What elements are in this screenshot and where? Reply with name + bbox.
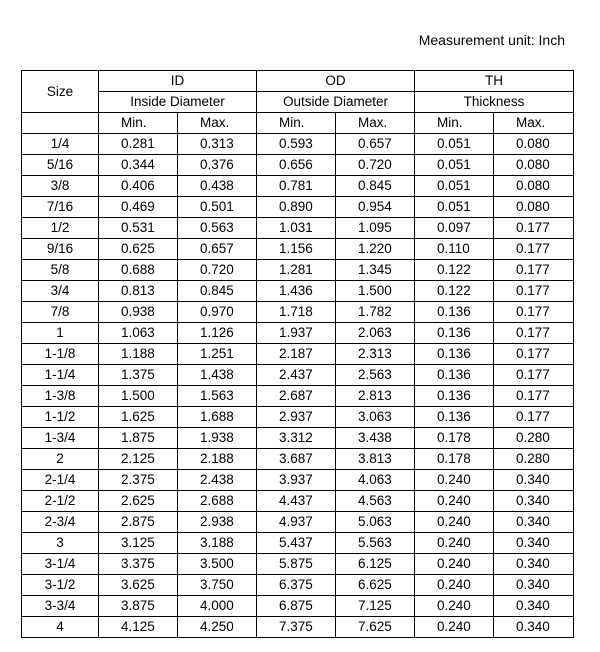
th-max-cell: 0.177 bbox=[494, 260, 574, 281]
id-min-cell: 0.813 bbox=[99, 281, 178, 302]
th-min-cell: 0.240 bbox=[415, 491, 494, 512]
od-max-cell: 0.954 bbox=[336, 197, 415, 218]
th-max-cell: 0.340 bbox=[494, 575, 574, 596]
od-min-cell: 2.437 bbox=[257, 365, 336, 386]
id-min-cell: 2.375 bbox=[99, 470, 178, 491]
id-min-header: Min. bbox=[99, 113, 178, 134]
id-min-cell: 4.125 bbox=[99, 617, 178, 638]
od-max-cell: 1.095 bbox=[336, 218, 415, 239]
th-max-cell: 0.177 bbox=[494, 281, 574, 302]
od-max-cell: 1.220 bbox=[336, 239, 415, 260]
id-min-cell: 0.406 bbox=[99, 176, 178, 197]
measurement-unit-note: Measurement unit: Inch bbox=[418, 32, 565, 48]
size-cell: 4 bbox=[22, 617, 99, 638]
od-max-cell: 2.063 bbox=[336, 323, 415, 344]
id-max-cell: 0.657 bbox=[178, 239, 257, 260]
id-min-cell: 3.375 bbox=[99, 554, 178, 575]
id-min-cell: 1.375 bbox=[99, 365, 178, 386]
th-min-cell: 0.136 bbox=[415, 344, 494, 365]
table-row bbox=[22, 155, 574, 176]
min-max-header-row bbox=[22, 113, 574, 134]
table-row bbox=[22, 134, 574, 155]
id-max-cell: 4.000 bbox=[178, 596, 257, 617]
th-max-cell: 0.280 bbox=[494, 449, 574, 470]
table-row bbox=[22, 176, 574, 197]
od-max-cell: 4.563 bbox=[336, 491, 415, 512]
od-max-cell: 2.813 bbox=[336, 386, 415, 407]
th-min-cell: 0.240 bbox=[415, 575, 494, 596]
id-max-header: Max. bbox=[178, 113, 257, 134]
id-max-cell: 1.688 bbox=[178, 407, 257, 428]
th-max-cell: 0.177 bbox=[494, 323, 574, 344]
id-max-cell: 0.313 bbox=[178, 134, 257, 155]
table-header bbox=[22, 71, 574, 134]
th-max-cell: 0.177 bbox=[494, 218, 574, 239]
th-min-cell: 0.097 bbox=[415, 218, 494, 239]
id-min-cell: 1.625 bbox=[99, 407, 178, 428]
od-min-cell: 0.593 bbox=[257, 134, 336, 155]
od-min-cell: 3.937 bbox=[257, 470, 336, 491]
th-max-cell: 0.177 bbox=[494, 302, 574, 323]
size-cell: 5/8 bbox=[22, 260, 99, 281]
od-max-cell: 0.845 bbox=[336, 176, 415, 197]
table-row bbox=[22, 302, 574, 323]
th-max-cell: 0.280 bbox=[494, 428, 574, 449]
th-max-cell: 0.340 bbox=[494, 512, 574, 533]
size-cell: 7/8 bbox=[22, 302, 99, 323]
id-min-cell: 2.875 bbox=[99, 512, 178, 533]
od-max-header: Max. bbox=[336, 113, 415, 134]
id-min-cell: 0.938 bbox=[99, 302, 178, 323]
id-min-cell: 0.688 bbox=[99, 260, 178, 281]
id-min-cell: 1.500 bbox=[99, 386, 178, 407]
size-cell: 1/2 bbox=[22, 218, 99, 239]
th-max-cell: 0.177 bbox=[494, 344, 574, 365]
size-cell: 1-1/4 bbox=[22, 365, 99, 386]
od-max-cell: 0.720 bbox=[336, 155, 415, 176]
od-min-cell: 1.436 bbox=[257, 281, 336, 302]
od-max-cell: 7.125 bbox=[336, 596, 415, 617]
size-cell: 3/8 bbox=[22, 176, 99, 197]
id-max-cell: 3.500 bbox=[178, 554, 257, 575]
size-cell: 3 bbox=[22, 533, 99, 554]
th-group-name: Thickness bbox=[415, 92, 574, 113]
th-max-cell: 0.340 bbox=[494, 491, 574, 512]
th-min-cell: 0.122 bbox=[415, 281, 494, 302]
th-min-cell: 0.240 bbox=[415, 470, 494, 491]
th-min-cell: 0.136 bbox=[415, 302, 494, 323]
od-max-cell: 1.500 bbox=[336, 281, 415, 302]
size-cell: 2-3/4 bbox=[22, 512, 99, 533]
od-max-cell: 6.625 bbox=[336, 575, 415, 596]
table-row bbox=[22, 470, 574, 491]
id-max-cell: 1.126 bbox=[178, 323, 257, 344]
table-row bbox=[22, 218, 574, 239]
od-max-cell: 1.345 bbox=[336, 260, 415, 281]
id-max-cell: 0.438 bbox=[178, 176, 257, 197]
id-min-cell: 0.281 bbox=[99, 134, 178, 155]
id-max-cell: 0.720 bbox=[178, 260, 257, 281]
table-row bbox=[22, 575, 574, 596]
th-min-cell: 0.178 bbox=[415, 449, 494, 470]
table-row bbox=[22, 344, 574, 365]
dimension-table bbox=[21, 70, 574, 638]
table-row bbox=[22, 533, 574, 554]
id-min-cell: 0.344 bbox=[99, 155, 178, 176]
th-group-code: TH bbox=[415, 71, 574, 92]
th-min-cell: 0.122 bbox=[415, 260, 494, 281]
od-max-cell: 2.313 bbox=[336, 344, 415, 365]
table-row bbox=[22, 554, 574, 575]
od-group-name: Outside Diameter bbox=[257, 92, 415, 113]
th-min-cell: 0.110 bbox=[415, 239, 494, 260]
th-min-cell: 0.240 bbox=[415, 533, 494, 554]
id-max-cell: 1.938 bbox=[178, 428, 257, 449]
table-row bbox=[22, 407, 574, 428]
th-min-cell: 0.136 bbox=[415, 407, 494, 428]
id-max-cell: 3.750 bbox=[178, 575, 257, 596]
id-min-cell: 0.469 bbox=[99, 197, 178, 218]
size-cell: 1-1/8 bbox=[22, 344, 99, 365]
th-min-cell: 0.051 bbox=[415, 197, 494, 218]
size-cell: 5/16 bbox=[22, 155, 99, 176]
od-min-cell: 7.375 bbox=[257, 617, 336, 638]
size-cell: 2-1/4 bbox=[22, 470, 99, 491]
od-max-cell: 6.125 bbox=[336, 554, 415, 575]
od-min-cell: 4.437 bbox=[257, 491, 336, 512]
size-cell: 1-3/4 bbox=[22, 428, 99, 449]
od-min-cell: 3.312 bbox=[257, 428, 336, 449]
table-row bbox=[22, 386, 574, 407]
th-max-cell: 0.340 bbox=[494, 470, 574, 491]
table-row bbox=[22, 260, 574, 281]
id-max-cell: 1.438 bbox=[178, 365, 257, 386]
th-max-cell: 0.080 bbox=[494, 155, 574, 176]
id-max-cell: 1.563 bbox=[178, 386, 257, 407]
od-max-cell: 3.063 bbox=[336, 407, 415, 428]
size-cell: 3/4 bbox=[22, 281, 99, 302]
od-min-cell: 0.781 bbox=[257, 176, 336, 197]
size-cell: 2 bbox=[22, 449, 99, 470]
id-max-cell: 3.188 bbox=[178, 533, 257, 554]
od-max-cell: 0.657 bbox=[336, 134, 415, 155]
table-row bbox=[22, 491, 574, 512]
size-cell: 1-3/8 bbox=[22, 386, 99, 407]
od-max-cell: 7.625 bbox=[336, 617, 415, 638]
th-min-cell: 0.051 bbox=[415, 155, 494, 176]
od-min-cell: 1.156 bbox=[257, 239, 336, 260]
id-group-name: Inside Diameter bbox=[99, 92, 257, 113]
id-max-cell: 2.688 bbox=[178, 491, 257, 512]
od-max-cell: 2.563 bbox=[336, 365, 415, 386]
th-min-cell: 0.136 bbox=[415, 323, 494, 344]
table-row bbox=[22, 449, 574, 470]
od-min-cell: 1.031 bbox=[257, 218, 336, 239]
od-min-cell: 6.375 bbox=[257, 575, 336, 596]
size-header: Size bbox=[22, 71, 99, 113]
id-min-cell: 0.531 bbox=[99, 218, 178, 239]
od-min-cell: 0.890 bbox=[257, 197, 336, 218]
table-body bbox=[22, 134, 574, 638]
od-max-cell: 1.782 bbox=[336, 302, 415, 323]
th-max-cell: 0.340 bbox=[494, 617, 574, 638]
id-min-cell: 3.875 bbox=[99, 596, 178, 617]
size-cell: 3-1/4 bbox=[22, 554, 99, 575]
id-min-cell: 1.875 bbox=[99, 428, 178, 449]
th-min-cell: 0.240 bbox=[415, 554, 494, 575]
size-cell: 1/4 bbox=[22, 134, 99, 155]
od-max-cell: 5.563 bbox=[336, 533, 415, 554]
table-row bbox=[22, 365, 574, 386]
id-min-cell: 2.125 bbox=[99, 449, 178, 470]
id-max-cell: 0.563 bbox=[178, 218, 257, 239]
th-max-cell: 0.080 bbox=[494, 176, 574, 197]
table-row bbox=[22, 617, 574, 638]
table-row bbox=[22, 428, 574, 449]
id-min-cell: 2.625 bbox=[99, 491, 178, 512]
od-min-cell: 5.437 bbox=[257, 533, 336, 554]
od-min-cell: 6.875 bbox=[257, 596, 336, 617]
od-min-cell: 3.687 bbox=[257, 449, 336, 470]
th-max-cell: 0.177 bbox=[494, 365, 574, 386]
od-max-cell: 3.438 bbox=[336, 428, 415, 449]
od-max-cell: 3.813 bbox=[336, 449, 415, 470]
od-min-cell: 4.937 bbox=[257, 512, 336, 533]
th-min-cell: 0.240 bbox=[415, 617, 494, 638]
id-group-code: ID bbox=[99, 71, 257, 92]
table-row bbox=[22, 512, 574, 533]
od-max-cell: 4.063 bbox=[336, 470, 415, 491]
od-min-header: Min. bbox=[257, 113, 336, 134]
size-cell: 7/16 bbox=[22, 197, 99, 218]
id-min-cell: 3.625 bbox=[99, 575, 178, 596]
th-max-cell: 0.080 bbox=[494, 134, 574, 155]
id-max-cell: 2.938 bbox=[178, 512, 257, 533]
id-max-cell: 0.845 bbox=[178, 281, 257, 302]
id-max-cell: 4.250 bbox=[178, 617, 257, 638]
th-max-cell: 0.340 bbox=[494, 554, 574, 575]
id-min-cell: 1.063 bbox=[99, 323, 178, 344]
th-min-cell: 0.136 bbox=[415, 365, 494, 386]
table-row bbox=[22, 281, 574, 302]
size-cell: 3-3/4 bbox=[22, 596, 99, 617]
od-max-cell: 5.063 bbox=[336, 512, 415, 533]
size-header-spacer bbox=[22, 113, 99, 134]
th-min-cell: 0.178 bbox=[415, 428, 494, 449]
id-max-cell: 2.438 bbox=[178, 470, 257, 491]
size-cell: 9/16 bbox=[22, 239, 99, 260]
od-min-cell: 1.281 bbox=[257, 260, 336, 281]
id-max-cell: 1.251 bbox=[178, 344, 257, 365]
od-min-cell: 2.687 bbox=[257, 386, 336, 407]
id-max-cell: 0.376 bbox=[178, 155, 257, 176]
od-group-code: OD bbox=[257, 71, 415, 92]
table-row bbox=[22, 239, 574, 260]
id-max-cell: 2.188 bbox=[178, 449, 257, 470]
id-min-cell: 3.125 bbox=[99, 533, 178, 554]
th-min-cell: 0.051 bbox=[415, 176, 494, 197]
size-cell: 1 bbox=[22, 323, 99, 344]
th-max-cell: 0.177 bbox=[494, 407, 574, 428]
th-max-header: Max. bbox=[494, 113, 574, 134]
id-max-cell: 0.501 bbox=[178, 197, 257, 218]
od-min-cell: 1.937 bbox=[257, 323, 336, 344]
th-max-cell: 0.340 bbox=[494, 533, 574, 554]
table-row bbox=[22, 596, 574, 617]
th-min-cell: 0.051 bbox=[415, 134, 494, 155]
od-min-cell: 2.187 bbox=[257, 344, 336, 365]
size-cell: 1-1/2 bbox=[22, 407, 99, 428]
id-min-cell: 1.188 bbox=[99, 344, 178, 365]
od-min-cell: 0.656 bbox=[257, 155, 336, 176]
th-max-cell: 0.177 bbox=[494, 386, 574, 407]
size-cell: 3-1/2 bbox=[22, 575, 99, 596]
th-min-cell: 0.240 bbox=[415, 596, 494, 617]
th-min-cell: 0.240 bbox=[415, 512, 494, 533]
th-max-cell: 0.080 bbox=[494, 197, 574, 218]
table-row bbox=[22, 323, 574, 344]
th-min-cell: 0.136 bbox=[415, 386, 494, 407]
id-max-cell: 0.970 bbox=[178, 302, 257, 323]
size-cell: 2-1/2 bbox=[22, 491, 99, 512]
od-min-cell: 5.875 bbox=[257, 554, 336, 575]
table-row bbox=[22, 197, 574, 218]
th-min-header: Min. bbox=[415, 113, 494, 134]
th-max-cell: 0.340 bbox=[494, 596, 574, 617]
id-min-cell: 0.625 bbox=[99, 239, 178, 260]
th-max-cell: 0.177 bbox=[494, 239, 574, 260]
od-min-cell: 1.718 bbox=[257, 302, 336, 323]
od-min-cell: 2.937 bbox=[257, 407, 336, 428]
